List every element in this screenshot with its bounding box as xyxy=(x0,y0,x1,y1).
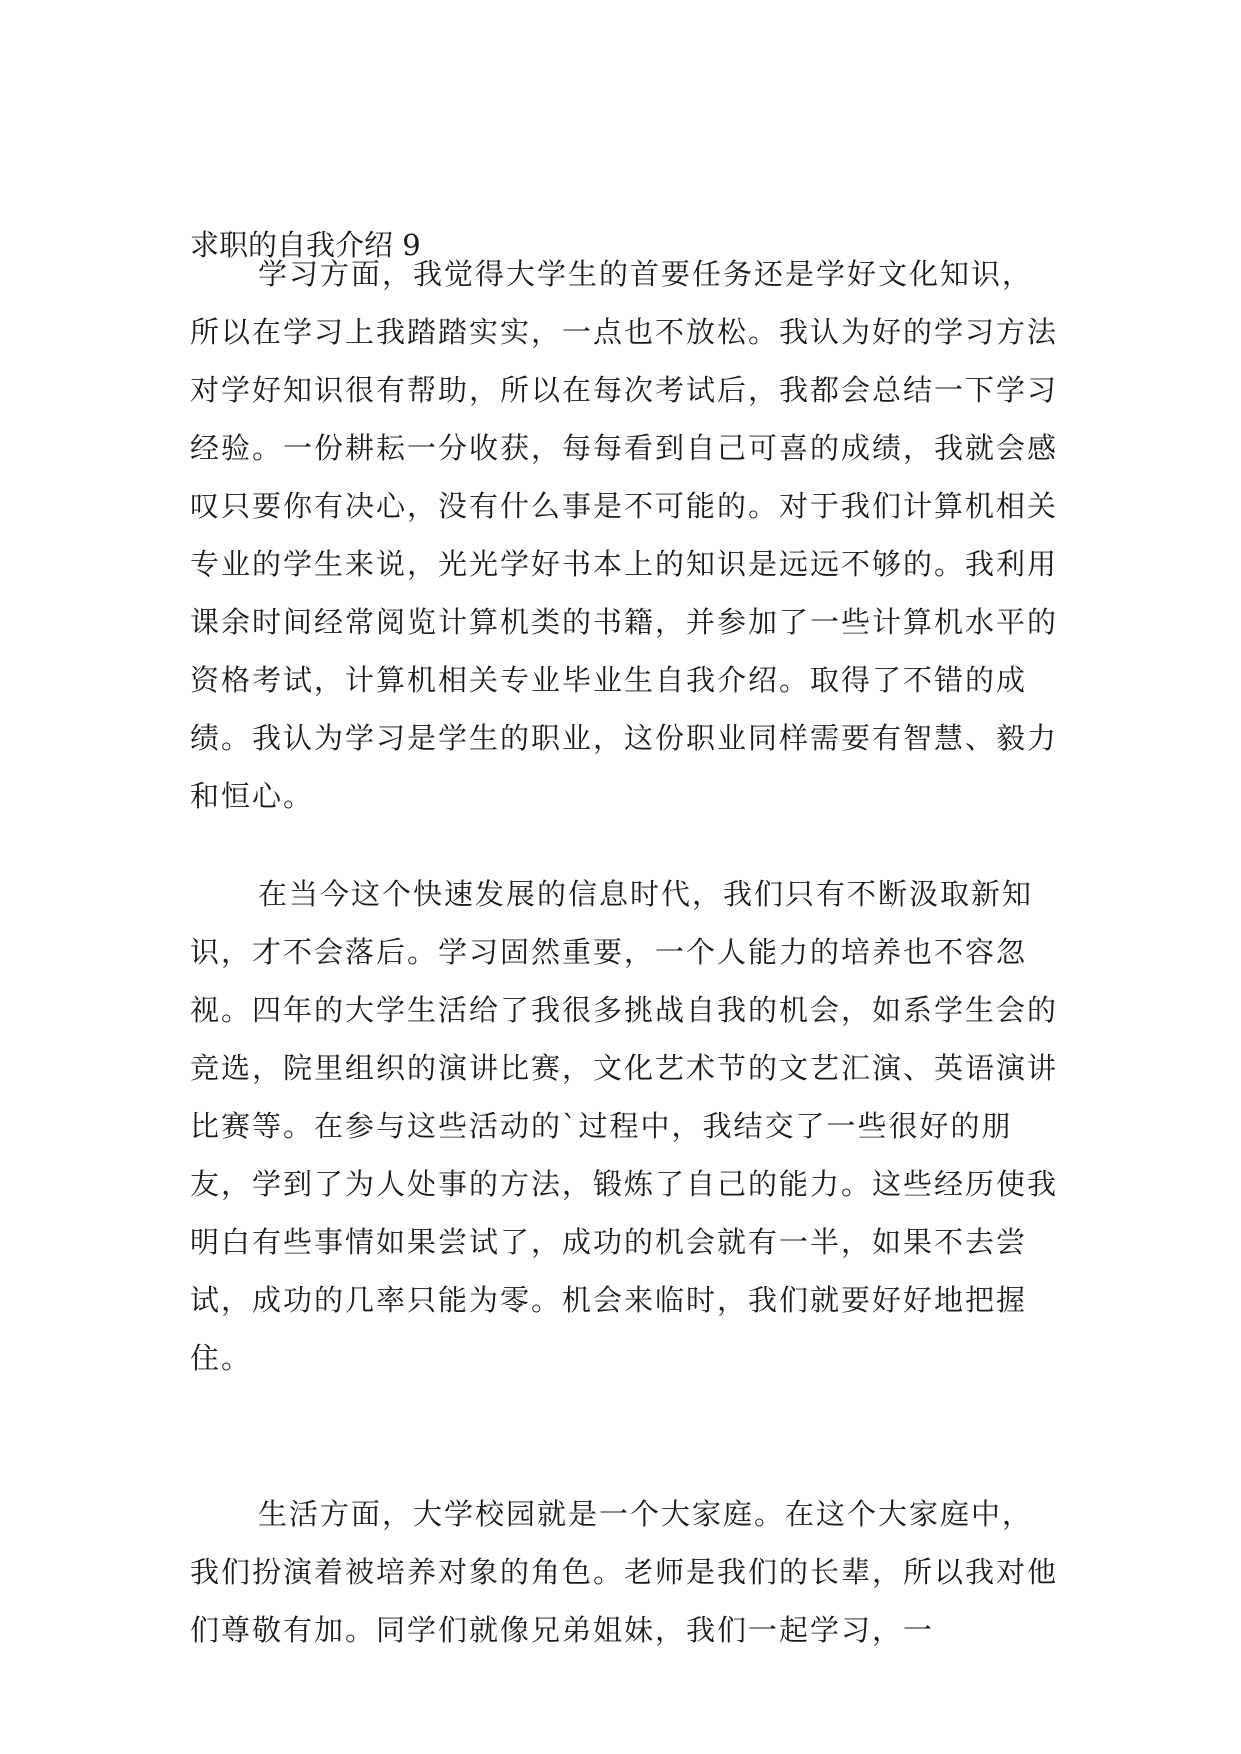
paragraph-life: 生活方面，大学校园就是一个大家庭。在这个大家庭中，我们扮演着被培养对象的角色。老师是我们的长辈，所以我对他们尊敬有加。同学们就像兄弟姐妹，我们一起学习，一 xyxy=(190,1497,1059,1647)
paragraph-ability: 在当今这个快速发展的信息时代，我们只有不断汲取新知识，才不会落后。学习固然重要，一个人能力的培养也不容忽视。四年的大学生活给了我很多挑战自我的机会，如系学生会的竞选，院里组织的演讲比赛，文化艺术节的文艺汇演、英语演讲比赛等。在参与这些活动的`过程中，我结交了一些很好的朋友，学到了为人处事的方法，锻炼了自己的能力。这些经历使我明白有些事情如果尝试了，成功的机会就有一半，如果不去尝试，成功的几率只能为零。机会来临时，我们就要好好地把握住。 xyxy=(190,877,1059,1375)
paragraph-study: 学习方面，我觉得大学生的首要任务还是学好文化知识，所以在学习上我踏踏实实，一点也不放松。我认为好的学习方法对学好知识很有帮助，所以在每次考试后，我都会总结一下学习经验。一份耕耘一分收获，每每看到自己可喜的成绩，我就会感叹只要你有决心，没有什么事是不可能的。对于我们计算机相关专业的学生来说，光光学好书本上的知识是远远不够的。我利用课余时间经常阅览计算机类的书籍，并参加了一些计算机水平的资格考试，计算机相关专业毕业生自我介绍。取得了不错的成绩。我认为学习是学生的职业，这份职业同样需要有智慧、毅力和恒心。 xyxy=(190,257,1059,813)
document-title: 求职的自我介绍 9 xyxy=(190,228,421,262)
